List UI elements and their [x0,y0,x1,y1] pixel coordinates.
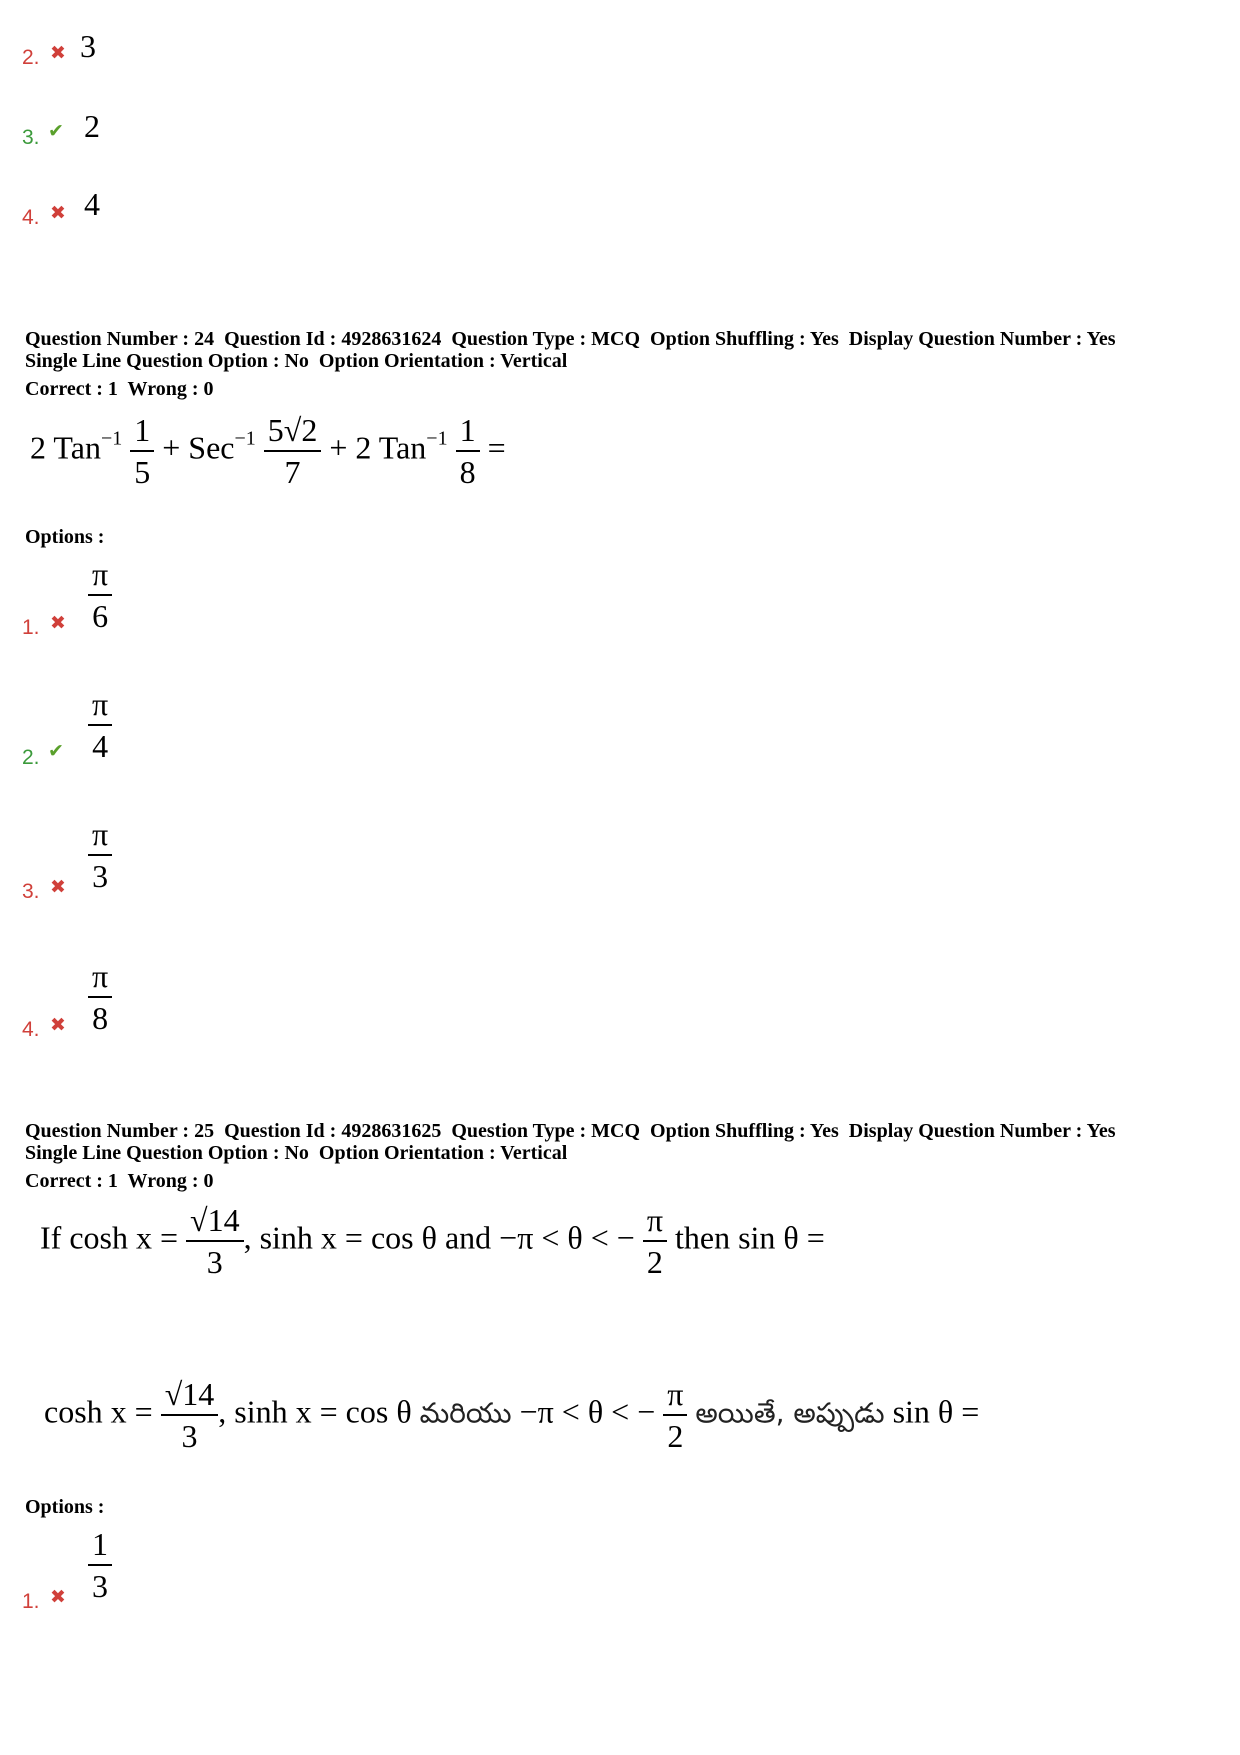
numerator: √14 [164,1376,215,1412]
telugu-word: మరియు [419,1396,512,1430]
denominator: 2 [646,1244,663,1280]
denominator: 5 [134,454,151,490]
numerator: √14 [190,1202,240,1238]
numerator: π [667,1376,684,1412]
expr-sup: −1 [234,427,256,450]
numerator: 5√2 [267,412,318,448]
marks-line: Correct : 1 Wrong : 0 [25,378,214,400]
expr-term: 2 Tan [30,429,101,466]
cross-icon: ✖ [50,202,66,224]
q24-option-1 [22,558,222,648]
check-icon: ✔ [48,740,64,762]
numerator: 1 [459,412,476,448]
expr-term: sin θ = [892,1393,980,1430]
option-number: 1. [22,616,40,639]
option-fraction [88,1528,112,1602]
marks-line: Correct : 1 Wrong : 0 [25,1170,214,1192]
q25-option-1 [22,1528,222,1618]
option-value: 3 [80,28,96,64]
option-number: 4. [22,206,40,229]
question-24-meta [25,328,1115,400]
denominator: 6 [92,598,109,634]
expr-term: = [487,429,506,466]
numerator: π [92,686,109,722]
option-number: 3. [22,126,40,149]
question-24-expression [30,414,506,488]
option-number: 4. [22,1018,40,1041]
cross-icon: ✖ [50,876,66,898]
fraction [161,1378,219,1452]
expr-term: −π < θ < − [519,1393,656,1430]
option-fraction [88,688,112,762]
option-number: 1. [22,1590,40,1613]
fraction [663,1378,687,1452]
option-number: 2. [22,746,40,769]
denominator: 8 [459,454,476,490]
fraction [130,414,154,488]
q24-option-3 [22,818,222,908]
expr-term: + Sec [162,429,235,466]
denominator: 4 [92,728,109,764]
denominator: 3 [181,1418,198,1454]
expr-term: + 2 Tan [329,429,427,466]
options-label: Options : [25,1496,105,1518]
cross-icon: ✖ [50,1586,66,1608]
question-25-text-english [40,1204,825,1278]
q24-option-2 [22,688,222,778]
denominator: 7 [284,454,301,490]
cross-icon: ✖ [50,612,66,634]
fraction [186,1204,244,1278]
telugu-word: అయితే, అప్పుడు [695,1396,885,1430]
fraction [264,414,322,488]
check-icon: ✔ [48,120,64,142]
option-number: 3. [22,880,40,903]
numerator: π [92,958,109,994]
denominator: 3 [92,858,109,894]
option-number: 2. [22,46,40,69]
cross-icon: ✖ [50,1014,66,1036]
numerator: π [646,1202,663,1238]
expr-term: , sinh x = cos θ and −π < θ < − [243,1219,635,1256]
option-fraction [88,960,112,1034]
question-25-text-telugu [44,1378,979,1452]
cross-icon: ✖ [50,42,66,64]
denominator: 3 [92,1568,108,1604]
denominator: 3 [206,1244,223,1280]
numerator: π [92,816,109,852]
expr-term: If cosh x = [40,1219,179,1256]
options-label: Options : [25,526,105,548]
option-value: 4 [84,186,100,222]
fraction [456,414,480,488]
option-fraction [88,818,112,892]
numerator: π [92,556,109,592]
q24-option-4 [22,960,222,1050]
question-meta-line: Question Number : 25 Question Id : 4928631625 Question Type : MCQ Option Shuffling : Yes Display Question Number : Yes [25,1120,1116,1142]
expr-term: then sin θ = [674,1219,825,1256]
question-25-meta [25,1120,1115,1192]
expr-term: , sinh x = cos θ [218,1393,412,1430]
question-meta-line: Question Number : 24 Question Id : 4928631624 Question Type : MCQ Option Shuffling : Yes Display Question Number : Yes [25,328,1116,350]
option-fraction [88,558,112,632]
numerator: 1 [134,412,151,448]
numerator: 1 [92,1526,108,1562]
expr-term: cosh x = [44,1393,153,1430]
question-meta-line: Single Line Question Option : No Option Orientation : Vertical [25,1142,568,1164]
denominator: 8 [92,1000,109,1036]
option-value: 2 [84,108,100,144]
fraction [643,1204,667,1278]
question-meta-line: Single Line Question Option : No Option Orientation : Vertical [25,350,568,372]
expr-sup: −1 [100,427,123,450]
denominator: 2 [667,1418,684,1454]
expr-sup: −1 [426,427,448,450]
